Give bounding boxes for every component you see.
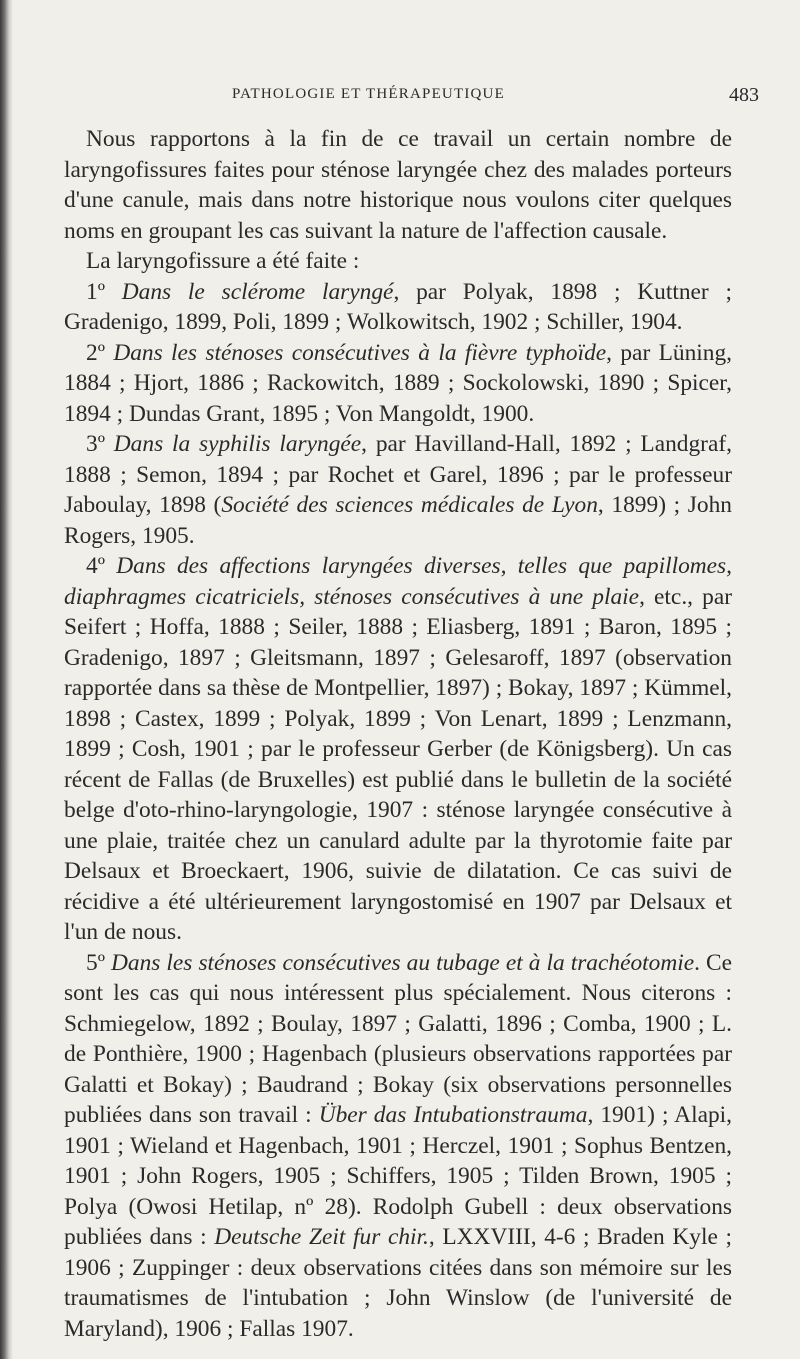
running-head: PATHOLOGIE ET THÉRAPEUTIQUE <box>232 86 505 102</box>
text-run: , etc., par Seifert ; Hoffa, 1888 ; Seiler, 1888 ; Eliasberg, 1891 ; Baron, 1895 ; Gradenigo, 1897 ; Gleitsmann, 1897 ; Gelesaroff, 1897 (observation rapportée dans sa thèse de Montpellier, 1897) ; Bokay, 1897 ; Kümmel, 1898 ; Castex, 1899 ; Polyak, 1899 ; Von Lenart, 1899 ; Lenzmann, 1899 ; Cosh, 1901 ; par le professeur Gerber (de Königsberg). Un cas récent de Fallas (de Bruxelles) est publié dans le bulletin de la société belge d'oto-rhino-laryngologie, 1907 : sténose laryngée consécutive à une plaie, traitée chez un canulard adulte par la thyrotomie faite par Delsaux et Broeckaert, 1906, suivie de dilatation. Ce cas suivi de récidive a été ultérieurement laryngostomisé en 1907 par Delsaux et l'un de nous. <box>64 583 732 945</box>
page-header <box>0 86 800 110</box>
text-run: , par Havilland-Hall, 1892 ; Landgraf, 1888 ; Semon, 1894 ; par Rochet et Garel, 1896 ; par le professeur Jaboulay, 1898 ( <box>64 431 732 518</box>
italic-run: Société des sciences médicales de Lyon <box>221 492 598 518</box>
text-run: 3º <box>86 431 114 457</box>
paragraph-item-1-sclerome <box>64 277 732 338</box>
text-run: , 1899) ; John Rogers, 1905. <box>64 492 732 549</box>
paragraph-item-5-intubation <box>64 948 732 1345</box>
italic-run: Dans les sténoses consécutives au tubage et à la trachéotomie <box>111 949 695 976</box>
paragraph-item-4-various <box>64 551 732 948</box>
page-number: 483 <box>729 84 759 106</box>
text-run: 5º <box>86 949 111 976</box>
paragraph-lead-in <box>64 246 732 277</box>
italic-run: Dans les sténoses consécutives à la fièvre typhoïde <box>113 339 607 366</box>
italic-run: Über das Intubationstrauma <box>318 1102 588 1128</box>
text-run: . Ce sont les cas qui nous intéressent plus spécialement. Nous citerons : Schmiegelow, 1892 ; Boulay, 1897 ; Galatti, 1896 ; Comba, 1900 ; L. de Ponthière, 1900 ; Hagenbach (plusieurs observations rapportées par Galatti et Bokay) ; Baudrand ; Bokay (six observations personnelles publiées dans son travail : <box>64 949 732 1128</box>
text-run: , par Polyak, 1898 ; Kuttner ; Gradenigo, 1899, Poli, 1899 ; Wolkowitsch, 1902 ; Schiller, 1904. <box>64 278 732 335</box>
text-run: 4º <box>86 553 117 579</box>
body-text <box>64 124 732 1344</box>
page-binding-edge <box>0 0 13 1359</box>
text-run: 1º <box>86 278 122 305</box>
paragraph-item-3-syphilis <box>64 429 732 551</box>
italic-run: Dans des affections laryngées diverses, telles que papillomes, diaphragmes cicatriciels, sténoses consécutives à une plaie <box>64 553 733 610</box>
text-run: Nous rapportons à la fin de ce travail un certain nombre de laryngofissures faites pour sténose laryngée chez des malades porteurs d'une canule, mais dans notre historique nous voulons citer quelques noms en groupant les cas suivant la nature de l'affection causale. <box>64 126 732 244</box>
italic-run: Dans la syphilis laryngée <box>113 431 362 457</box>
italic-run: Deutsche Zeit fur chir. <box>214 1224 429 1250</box>
paragraph-item-2-typhoid <box>64 338 732 430</box>
text-run: 2º <box>86 339 114 366</box>
text-run: , par Lüning, 1884 ; Hjort, 1886 ; Rackowitch, 1889 ; Sockolowski, 1890 ; Spicer, 1894 ; Dundas Grant, 1895 ; Von Mangoldt, 1900. <box>64 339 732 427</box>
text-run: La laryngofissure a été faite : <box>86 248 360 274</box>
text-run: , LXXVIII, 4-6 ; Braden Kyle ; 1906 ; Zuppinger : deux observations citées dans son mémoire sur les traumatismes de l'intubation ; John Winslow (de l'université de Maryland), 1906 ; Fallas 1907. <box>64 1224 732 1342</box>
text-run: , 1901) ; Alapi, 1901 ; Wieland et Hagenbach, 1901 ; Herczel, 1901 ; Sophus Bentzen, 1901 ; John Rogers, 1905 ; Schiffers, 1905 ; Tilden Brown, 1905 ; Polya (Owosi Hetilap, nº 28). Rodolph Gubell : deux observations publiées dans : <box>64 1102 732 1250</box>
paragraph-intro <box>64 124 732 246</box>
italic-run: Dans le sclérome laryngé <box>121 278 394 305</box>
